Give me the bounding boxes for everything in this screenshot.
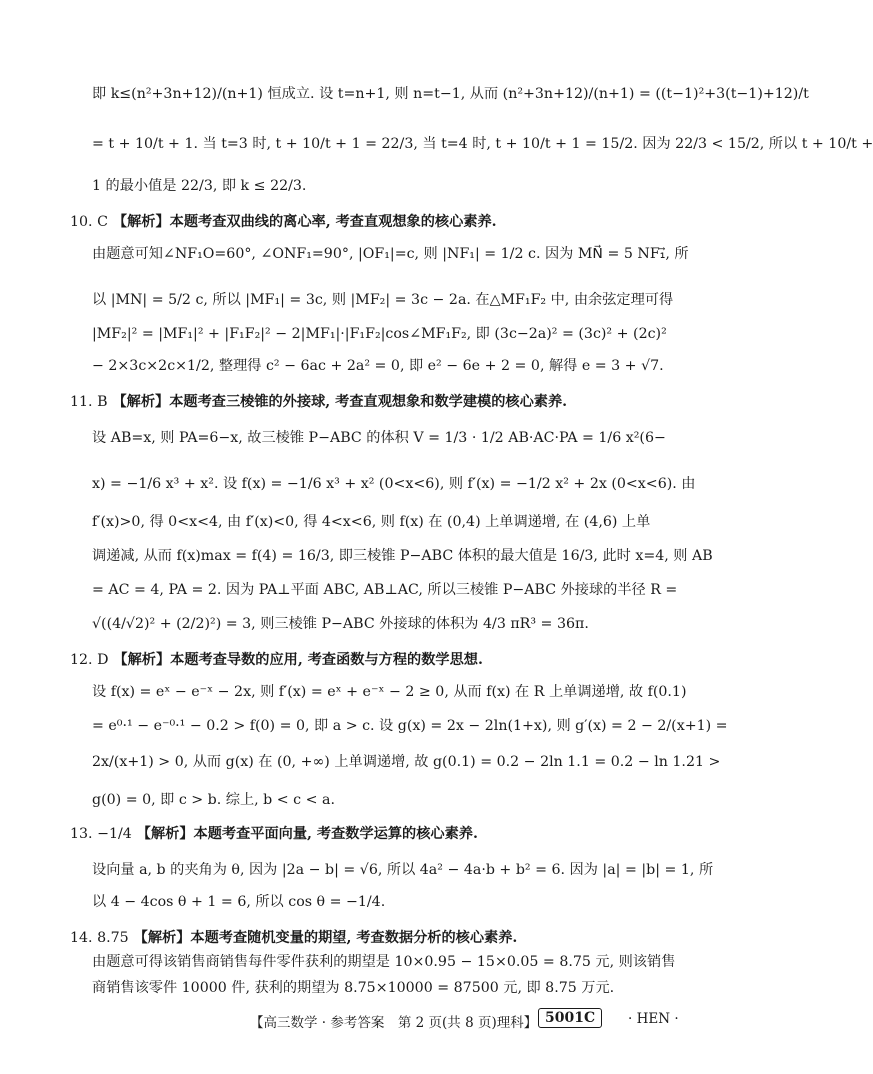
text-line: = e⁰·¹ − e⁻⁰·¹ − 0.2 > f(0) = 0, 即 a > c. 设 g(x) = 2x − 2ln(1+x), 则 g′(x) = 2 − 2/(x+1) = <box>92 718 728 734</box>
solution-heading-12 <box>70 650 670 670</box>
text-line: √((4/√2)² + (2/2)²) = 3, 则三棱锥 P−ABC 外接球的体积为 4/3 πR³ = 36π. <box>92 616 589 632</box>
text-line: 由题意可得该销售商销售每件零件获利的期望是 10×0.95 − 15×0.05 = 8.75 元, 则该销售 <box>92 954 676 970</box>
text-line: 以 4 − 4cos θ + 1 = 6, 所以 cos θ = −1/4. <box>92 894 386 910</box>
text-line: |MF₂|² = |MF₁|² + |F₁F₂|² − 2|MF₁|·|F₁F₂|cos∠MF₁F₂, 即 (3c−2a)² = (3c)² + (2c)² <box>92 326 667 342</box>
text-line: g(0) = 0, 即 c > b. 综上, b < c < a. <box>92 792 335 808</box>
solution-heading-13 <box>70 824 670 844</box>
footer-text: 【高三数学 · 参考答案 第 2 页(共 8 页)理科】 <box>250 1015 538 1031</box>
text-line: x) = −1/6 x³ + x². 设 f(x) = −1/6 x³ + x² (0<x<6), 则 f′(x) = −1/2 x² + 2x (0<x<6). 由 <box>92 476 696 492</box>
question-number: 12. D <box>70 652 109 668</box>
text-line: = AC = 4, PA = 2. 因为 PA⊥平面 ABC, AB⊥AC, 所以三棱锥 P−ABC 外接球的半径 R = <box>92 582 678 598</box>
text-line: 1 的最小值是 22/3, 即 k ≤ 22/3. <box>92 178 307 194</box>
text-line: − 2×3c×2c×1/2, 整理得 c² − 6ac + 2a² = 0, 即 e² − 6e + 2 = 0, 解得 e = 3 + √7. <box>92 358 664 374</box>
document-code-badge: 5001C <box>538 1008 602 1028</box>
text-line: 2x/(x+1) > 0, 从而 g(x) 在 (0, +∞) 上单调递增, 故 g(0.1) = 0.2 − 2ln 1.1 = 0.2 − ln 1.21 > <box>92 754 721 770</box>
question-number: 11. B <box>70 394 108 410</box>
text-line: = t + 10/t + 1. 当 t=3 时, t + 10/t + 1 = 22/3, 当 t=4 时, t + 10/t + 1 = 15/2. 因为 22/3 < 15/2, 所以 t + 10/t + <box>92 136 873 152</box>
question-number: 13. −1/4 <box>70 826 132 842</box>
solution-heading-11 <box>70 392 670 412</box>
text-line: 商销售该零件 10000 件, 获利的期望为 8.75×10000 = 87500 元, 即 8.75 万元. <box>92 980 615 996</box>
heading-text: 【解析】本题考查导数的应用, 考查函数与方程的数学思想. <box>113 652 483 668</box>
heading-text: 【解析】本题考查随机变量的期望, 考查数据分析的核心素养. <box>133 930 518 946</box>
text-line: 设 f(x) = eˣ − e⁻ˣ − 2x, 则 f′(x) = eˣ + e⁻ˣ − 2 ≥ 0, 从而 f(x) 在 R 上单调递增, 故 f(0.1) <box>92 684 687 700</box>
text-line: 设 AB=x, 则 PA=6−x, 故三棱锥 P−ABC 的体积 V = 1/3 · 1/2 AB·AC·PA = 1/6 x²(6− <box>92 430 666 446</box>
text-line: f′(x)>0, 得 0<x<4, 由 f′(x)<0, 得 4<x<6, 则 f(x) 在 (0,4) 上单调递增, 在 (4,6) 上单 <box>92 514 651 530</box>
text-line: 调递减, 从而 f(x)max = f(4) = 16/3, 即三棱锥 P−ABC 体积的最大值是 16/3, 此时 x=4, 则 AB <box>92 548 713 564</box>
question-number: 10. C <box>70 214 108 230</box>
heading-text: 【解析】本题考查三棱锥的外接球, 考查直观想象和数学建模的核心素养. <box>112 394 568 410</box>
solution-heading-10 <box>70 212 670 232</box>
page-footer <box>250 1008 710 1032</box>
solution-heading-14 <box>70 928 670 948</box>
text-line: 以 |MN| = 5/2 c, 所以 |MF₁| = 3c, 则 |MF₂| = 3c − 2a. 在△MF₁F₂ 中, 由余弦定理可得 <box>92 292 674 308</box>
text-line: 由题意可知∠NF₁O=60°, ∠ONF₁=90°, |OF₁|=c, 则 |NF₁| = 1/2 c. 因为 MN⃗ = 5 NF₁⃗, 所 <box>92 246 689 262</box>
text-line: 即 k≤(n²+3n+12)/(n+1) 恒成立. 设 t=n+1, 则 n=t−1, 从而 (n²+3n+12)/(n+1) = ((t−1)²+3(t−1)+12)/t <box>92 86 809 102</box>
footer-tag: · HEN · <box>628 1011 679 1027</box>
heading-text: 【解析】本题考查双曲线的离心率, 考查直观想象的核心素养. <box>112 214 497 230</box>
question-number: 14. 8.75 <box>70 930 129 946</box>
heading-text: 【解析】本题考查平面向量, 考查数学运算的核心素养. <box>136 826 478 842</box>
text-line: 设向量 a, b 的夹角为 θ, 因为 |2a − b| = √6, 所以 4a² − 4a·b + b² = 6. 因为 |a| = |b| = 1, 所 <box>92 862 714 878</box>
